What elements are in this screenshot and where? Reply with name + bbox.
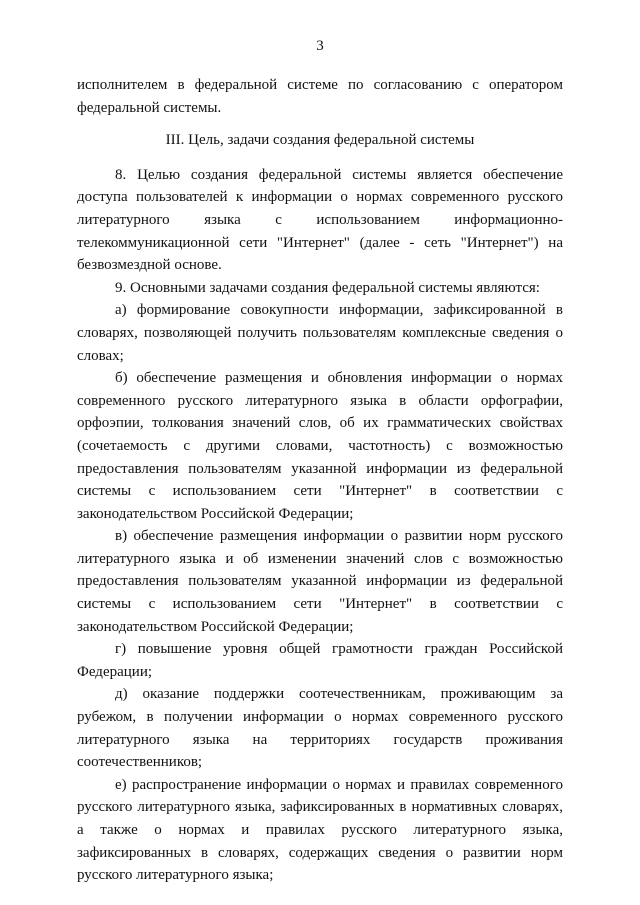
page-number: 3 — [316, 38, 324, 54]
document-body — [77, 74, 563, 887]
section-heading: III. Цель, задачи создания федеральной системы — [165, 132, 475, 149]
item-d: д) оказание поддержки соотечественникам, проживающим за рубежом, в получении информации о нормах современного русского литературного языка на территориях государств проживания соотечественников; — [77, 686, 563, 771]
item-e: е) распространение информации о нормах и правилах современного русского литературного языка, зафиксированных в нормативных словарях, а также о нормах и правилах русского литературного языка, зафиксированных в словарях, содержащих сведения о развитии норм русского литературного языка; — [77, 776, 563, 884]
item-a: а) формирование совокупности информации, зафиксированной в словарях, позволяющей получить пользователям комплексные сведения о словах; — [77, 302, 563, 364]
item-v: в) обеспечение размещения информации о развитии норм русского литературного языка и об изменении значений слов с возможностью предоставления пользователям указанной информации из федеральной системы с использованием сети "Интернет" в соответствии с законодательством Российской Федерации; — [77, 528, 563, 635]
item-g: г) повышение уровня общей грамотности граждан Российской Федерации; — [77, 641, 563, 680]
item-b: б) обеспечение размещения и обновления информации о нормах современного русского литературного языка в области орфографии, орфоэпии, толкования значений слов, об их грамматических свойствах (сочетаемость с другими словами, частотность) с возможностью предоставления пользователям указанной информации из федеральной системы с использованием сети "Интернет" в соответствии с законодательством Российской Федерации; — [77, 370, 563, 522]
paragraph-8: 8. Целью создания федеральной системы является обеспечение доступа пользователей к информации о нормах современного русского литературного языка с использованием информационно-телекоммуникационной сети "Интернет" (далее - сеть "Интернет") на безвозмездной основе. — [77, 166, 563, 274]
paragraph-9: 9. Основными задачами создания федеральной системы являются: — [115, 279, 540, 296]
continuation-paragraph: исполнителем в федеральной системе по согласованию с оператором федеральной системы. — [77, 77, 563, 116]
